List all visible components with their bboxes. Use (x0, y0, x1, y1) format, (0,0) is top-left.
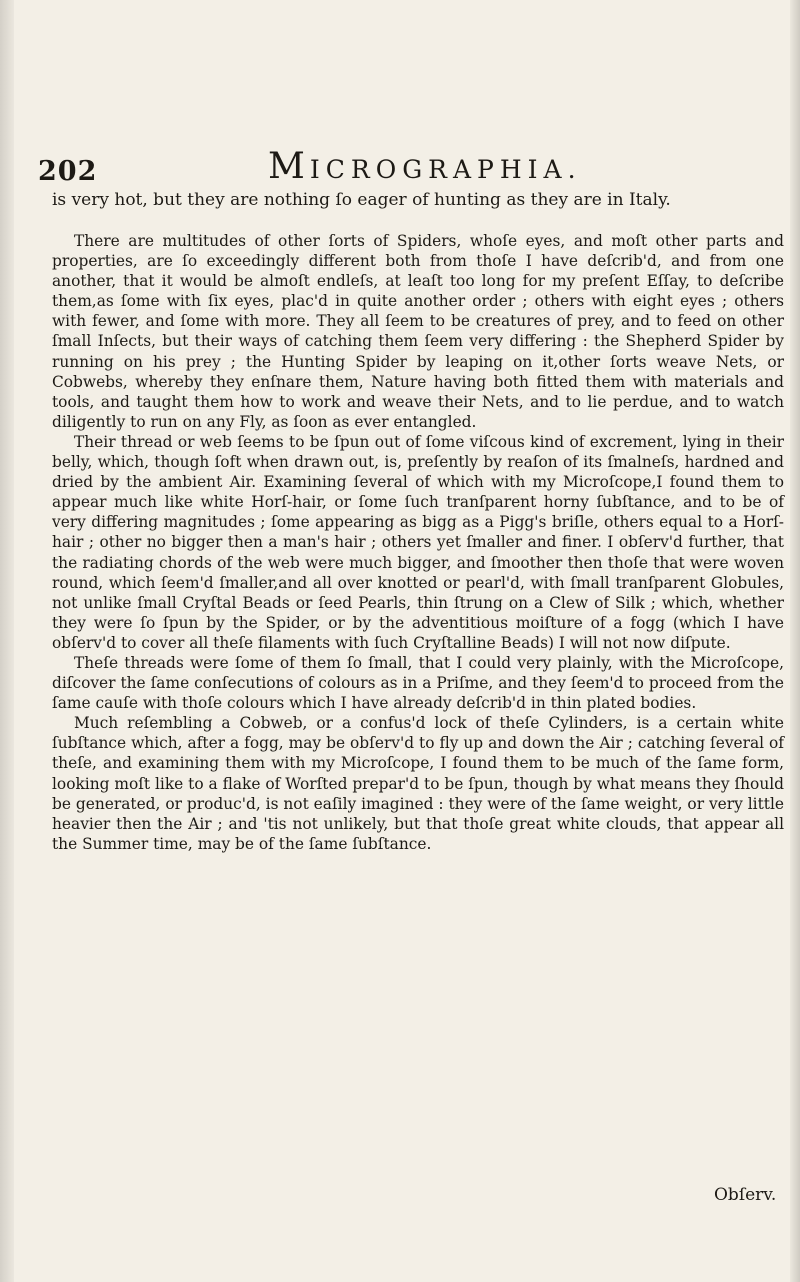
scan-edge-right (790, 0, 800, 1282)
catchword: Obſerv. (714, 1185, 777, 1205)
title-initial: M (268, 146, 310, 187)
paragraph-spider-sorts: There are multitudes of other ſorts of Spiders, whoſe eyes, and moſt other parts and properties, are ſo exceedingly different both from thoſe I have deſcrib'd, and from one another, that it would be almoſt endleſs, at leaſt too long for my preſent Eſſay, to deſcribe them,as ſome with ſix eyes, plac'd in quite another order ; others with eight eyes ; others with fewer, and ſome with more. They all ſeem to be creatures of prey, and to feed on other ſmall Inſects, but their ways of catching them ſeem very differing : the Shepherd Spider by running on his prey ; the Hunting Spider by leaping on it,other ſorts weave Nets, or Cobwebs, whereby they enſnare them, Nature having both fitted them with materials and tools, and taught them how to work and weave their Nets, and to lie perdue, and to watch diligently to run on any Fly, as ſoon as ever entangled. (52, 232, 784, 431)
running-title (268, 146, 582, 187)
scan-edge-left (0, 0, 14, 1282)
book-page (38, 142, 790, 1272)
paragraph-colours: Theſe threads were ſome of them ſo ſmall, that I could very plainly, with the Microſcope, diſcover the ſame conſecutions of colours as in a Priſme, and they ſeem'd to proceed from the ſame cauſe with thoſe colours which I have already deſcrib'd in thin plated bodies. (52, 653, 784, 713)
paragraph-continuation: is very hot, but they are nothing ſo eager of hunting as they are in Italy. (52, 190, 671, 210)
title-rest: ICROGRAPHIA. (309, 155, 582, 184)
page-number: 202 (38, 156, 98, 187)
body-text (52, 190, 784, 854)
page-header (38, 142, 790, 190)
paragraph-thread: Their thread or web ſeems to be ſpun out of ſome viſcous kind of excrement, lying in their belly, which, though ſoft when drawn out, is, preſently by reaſon of its ſmalneſs, hardned and dried by the ambient Air. Examining ſeveral of which with my Microſcope,I found them to appear much like white Horſ-hair, or ſome ſuch tranſparent horny ſubſtance, and to be of very differing magnitudes ; ſome appearing as bigg as a Pigg's briſle, others equal to a Horſ-hair ; other no bigger then a man's hair ; others yet ſmaller and finer. I obſerv'd further, that the radiating chords of the web were much bigger, and ſmoother then thoſe that were woven round, which ſeem'd ſmaller,and all over knotted or pearl'd, with ſmall tranſparent Globules, not unlike ſmall Cryſtal Beads or ſeed Pearls, thin ſtrung on a Clew of Silk ; which, whether they were ſo ſpun by the Spider, or by the adventitious moiſture of a fogg (which I have obſerv'd to cover all theſe filaments with ſuch Cryſtalline Beads) I will not now diſpute. (52, 432, 784, 652)
paragraph-cobweb: Much reſembling a Cobweb, or a confus'd lock of theſe Cylinders, is a certain white ſubſtance which, after a fogg, may be obſerv'd to fly up and down the Air ; catching ſeveral of theſe, and examining them with my Microſcope, I found them to be much of the ſame form, looking moſt like to a flake of Worſted prepar'd to be ſpun, though by what means they ſhould be generated, or produc'd, is not eaſily imagined : they were of the ſame weight, or very little heavier then the Air ; and 'tis not unlikely, but that thoſe great white clouds, that appear all the Summer time, may be of the ſame ſubſtance. (52, 714, 785, 853)
